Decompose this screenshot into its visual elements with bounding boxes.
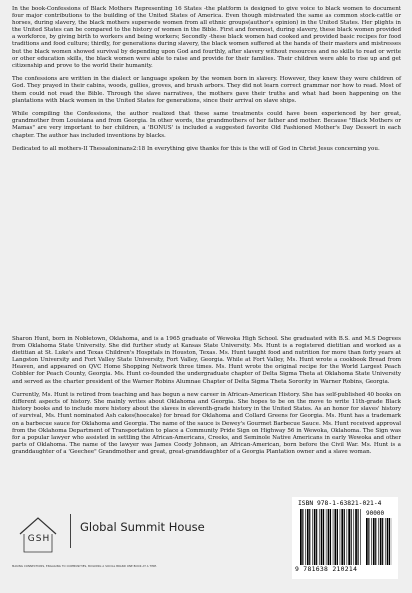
publisher-name: Global Summit House	[80, 520, 205, 534]
description-paragraph-2: The confessions are written in the dialect or language spoken by the women born in slavery. However, they knew they were children of God. They prayed in their cabins, woods, gullies, groves, and brush arbors. They did not learn correct grammar nor how to read. Most of them could not read the Bible. Through the slave narratives, the mothers gave their truths and what had been happening on the plantations with black women in the United States for generations, since their arrival on slave ships.	[12, 76, 401, 104]
bio-paragraph-1: Sharon Hunt, born in Nobletown, Oklahoma, and is a 1965 graduate of Wewoka High School. She graduated with B.S. and M.S Degrees from Oklahoma State University. She did further study at Kansas State University. Ms. Hunt is a registered dietitian and worked as a dietitian at St. Luke's and Texas Children's Hospitals in Houston, Texas. Ms. Hunt taught food and nutrition for more than forty years at Langston University and Fort Valley State University, Fort Valley, Georgia. While at Fort Valley, Ms. Hunt wrote a cookbook Bread from Heaven, and appeared on QVC Home Shopping Network three times. Ms. Hunt wrote the original recipe for the World Largest Peach Cobbler for Peach County, Georgia. Ms. Hunt co-founded the undergraduate chapter of Delta Sigma Theta at Oklahoma State University and served as the charter president of the Warner Robins Alumnae Chapter of Delta Sigma Theta Sorority in Warner Robins, Georgia.	[12, 336, 401, 385]
book-description	[12, 6, 401, 160]
publisher-divider	[70, 514, 71, 548]
author-bio	[12, 336, 401, 463]
publisher-logo-text: GSH	[27, 534, 51, 544]
isbn-barcode	[292, 497, 398, 579]
barcode-addon-bars-icon	[366, 518, 392, 565]
publisher-tagline: MAKING CONNECTIONS, ENGAGING TO COMMUNITIES, BUILDING A SOCIAL BRAND ONE BOOK AT A TIME.	[12, 565, 158, 568]
barcode-main-bars-icon	[300, 509, 362, 565]
price-code: 90000	[366, 510, 385, 517]
isbn-label: ISBN 978-1-63821-021-4	[298, 500, 382, 507]
dedication-paragraph: Dedicated to all mothers-II Thessaloninans2:18 In everything give thanks for this is the will of God in Christ Jesus concerning you.	[12, 146, 380, 153]
barcode-digits: 9 781638 210214	[295, 565, 358, 573]
publisher-block	[12, 508, 242, 578]
description-paragraph-3: While compiling the Confessions, the author realized that these same treatments could have been experienced by her great, grandmother from Louisiana and from Georgia. In other words, the grandmothers of her father and mother. Because "Black Mothers or Mamas" are very important to her children, a 'BONUS' is included a suggested favorite Old Fashioned Mother's Day Dessert in each chapter. The author has included inventions by blacks.	[12, 111, 401, 139]
bio-paragraph-2: Currently, Ms. Hunt is retired from teaching and has begun a new career in African-American History. She has self-published 40 books on different aspects of history. She mainly writes about Oklahoma and Georgia. She hopes to be on the move to write 11th-grade Black history books and to include more history about the slaves in eleventh-grade history in the United States. As an honor for slaves' history of survival, Ms. Hunt nominated Ash cakes(hoecake) for bread for Oklahoma and Collard Greens for Georgia. Ms. Hunt has a trademark on a barbecue sauce for Oklahoma and Georgia. The name of the sauce is Dewey's Gourmet Barbecue Sauce. Ms. Hunt received approval from the Oklahoma Department of Transportation to place a Community Pride Sign on Highway 56 in Wewoka, Oklahoma. The Sign was for a popular lawyer who assisted in settling the African-Americans, Creeks, and Seminole Native Americans in early Wewoka and other parts of Oklahoma. The name of the lawyer was James Coody Johnson, an African-American, born before the Civil War. Ms. Hunt is a granddaughter of a 'Geechee" Grandmother and great, great-granddaughter of a Georgia Plantation owner and a slave woman.	[12, 392, 401, 455]
description-paragraph-1: In the book-Confessions of Black Mothers Representing 16 States -the platform is designed to give voice to black women to document four major contributions to the building of the United States of America. Even though mistreated the same as common stock-cattle or horses, during slavery, the black mothers supersede women from all ethnic groups(author's opinion) in the United States. Her plights in the United States can be compared to the history of women in the Bible. First and foremost, during slavery, these black women provided a workforce, by giving birth to workers and being workers; Secondly -these black women had cooked and provided basic recipes for food traditions and food culture; thirdly, for generations during slavery, the black women suffered at the hands of their masters and mistresses but the black women showed survival by depending upon God and fourthly, after slavery without resources and no skills to read or write or other education skills, the black women were able to raise and provide for their families. Their children were able to rise up and get citizenship and prove to the world their humanity.	[12, 6, 401, 69]
